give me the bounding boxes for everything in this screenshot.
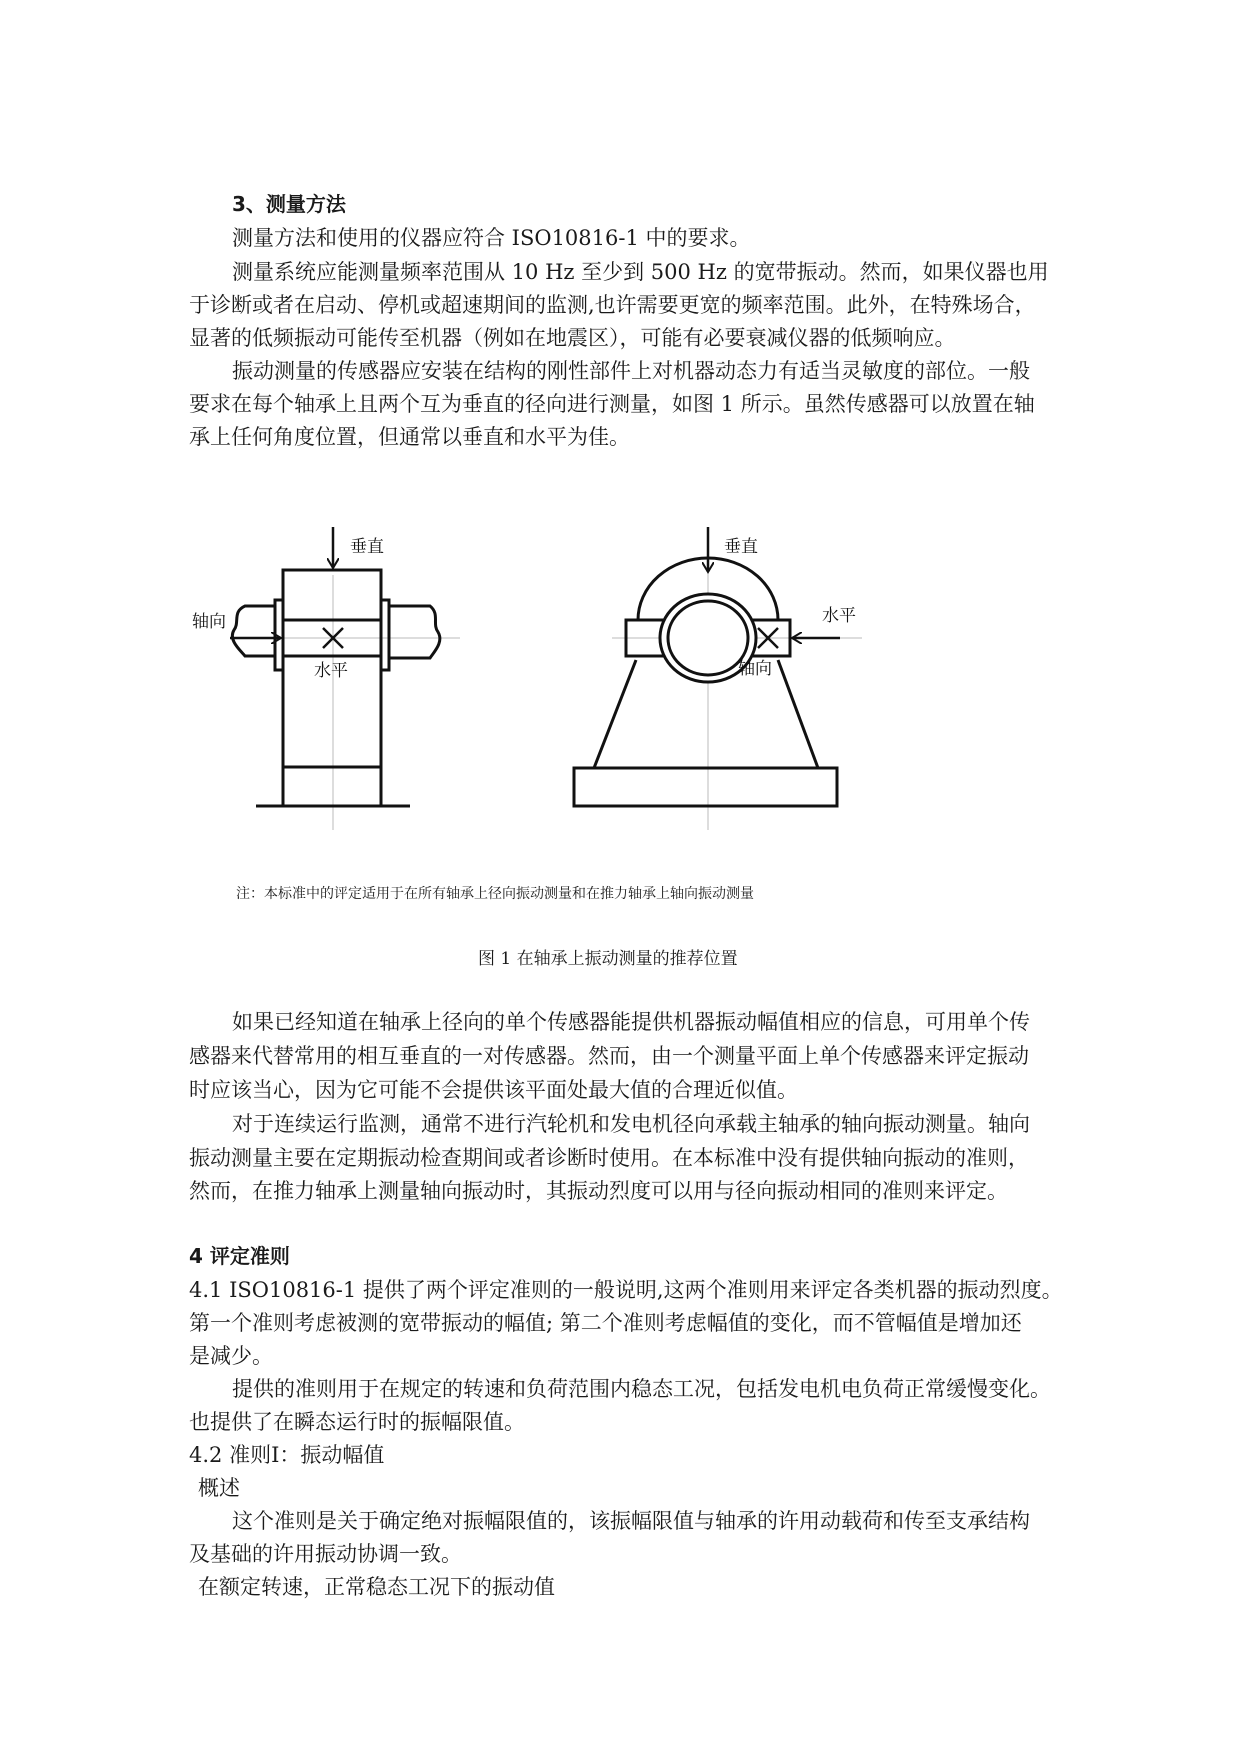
shaft-right-stub (389, 606, 440, 658)
label-horizontal-left: 水平 (314, 661, 348, 681)
paragraph-line: 然而，在推力轴承上测量轴向振动时，其振动烈度可以用与径向振动相同的准则来评定。 (189, 1179, 1008, 1203)
paragraph-line: 在额定转速，正常稳态工况下的振动值 (198, 1575, 555, 1599)
pedestal-leg-right (778, 660, 818, 768)
figure-note: 注：本标准中的评定适用于在所有轴承上径向振动测量和在推力轴承上轴向振动测量 (236, 886, 754, 902)
paragraph-line: 显著的低频振动可能传至机器（例如在地震区），可能有必要衰减仪器的低频响应。 (189, 326, 956, 350)
paragraph-line: 对于连续运行监测，通常不进行汽轮机和发电机径向承载主轴承的轴向振动测量。轴向 (232, 1112, 1030, 1136)
paragraph-line: 4.1 ISO10816-1 提供了两个评定准则的一般说明,这两个准则用来评定各类机器的振动烈度。 (189, 1278, 1063, 1302)
section-4-heading: 4 评定准则 (189, 1244, 290, 1268)
paragraph-line: 感器来代替常用的相互垂直的一对传感器。然而，由一个测量平面上单个传感器来评定振动 (189, 1044, 1029, 1068)
label-axial-right: 轴向 (738, 659, 772, 679)
paragraph-line: 振动测量主要在定期振动检查期间或者诊断时使用。在本标准中没有提供轴向振动的准则， (189, 1146, 1029, 1170)
section-3-heading: 3、测量方法 (232, 192, 346, 216)
label-vertical-left: 垂直 (350, 537, 384, 557)
paragraph-line: 第一个准则考虑被测的宽带振动的幅值; 第二个准则考虑幅值的变化，而不管幅值是增加还 (189, 1311, 1022, 1335)
pedestal-body (283, 570, 381, 806)
paragraph-line: 振动测量的传感器应安装在结构的刚性部件上对机器动态力有适当灵敏度的部位。一般 (232, 359, 1030, 383)
paragraph-line: 也提供了在瞬态运行时的振幅限值。 (189, 1410, 525, 1434)
paragraph-line: 于诊断或者在启动、停机或超速期间的监测,也许需要更宽的频率范围。此外，在特殊场合， (189, 293, 1036, 317)
paragraph-line: 要求在每个轴承上且两个互为垂直的径向进行测量，如图 1 所示。虽然传感器可以放置在轴 (189, 392, 1035, 416)
label-axial-left: 轴向 (192, 612, 226, 632)
paragraph-line: 承上任何角度位置，但通常以垂直和水平为佳。 (189, 425, 630, 449)
paragraph-line: 这个准则是关于确定绝对振幅限值的，该振幅限值与轴承的许用动载荷和传至支承结构 (232, 1509, 1030, 1533)
shaft-left-stub (232, 606, 275, 656)
label-vertical-right: 垂直 (724, 537, 758, 557)
paragraph-line: 如果已经知道在轴承上径向的单个传感器能提供机器振动幅值相应的信息，可用单个传 (232, 1010, 1030, 1034)
subsection-4-2-heading: 4.2 准则Ⅰ：振动幅值 (189, 1443, 385, 1467)
paragraph-line: 时应该当心，因为它可能不会提供该平面处最大值的合理近似值。 (189, 1078, 798, 1102)
paragraph-line: 测量系统应能测量频率范围从 10 Hz 至少到 500 Hz 的宽带振动。然而，如果仪器也用 (232, 260, 1049, 284)
figure-caption: 图 1 在轴承上振动测量的推荐位置 (478, 949, 738, 969)
overview-label: 概述 (198, 1476, 240, 1500)
right-bearing-diagram (574, 527, 862, 830)
paragraph-line: 及基础的许用振动协调一致。 (189, 1542, 462, 1566)
paragraph-line: 是减少。 (189, 1344, 273, 1368)
paragraph-line: 提供的准则用于在规定的转速和负荷范围内稳态工况，包括发电机电负荷正常缓慢变化。 (232, 1377, 1051, 1401)
label-horizontal-right: 水平 (822, 606, 856, 626)
pedestal-leg-left (594, 660, 636, 768)
base-plate (574, 768, 837, 806)
paragraph-line: 测量方法和使用的仪器应符合 ISO10816-1 中的要求。 (232, 226, 751, 250)
